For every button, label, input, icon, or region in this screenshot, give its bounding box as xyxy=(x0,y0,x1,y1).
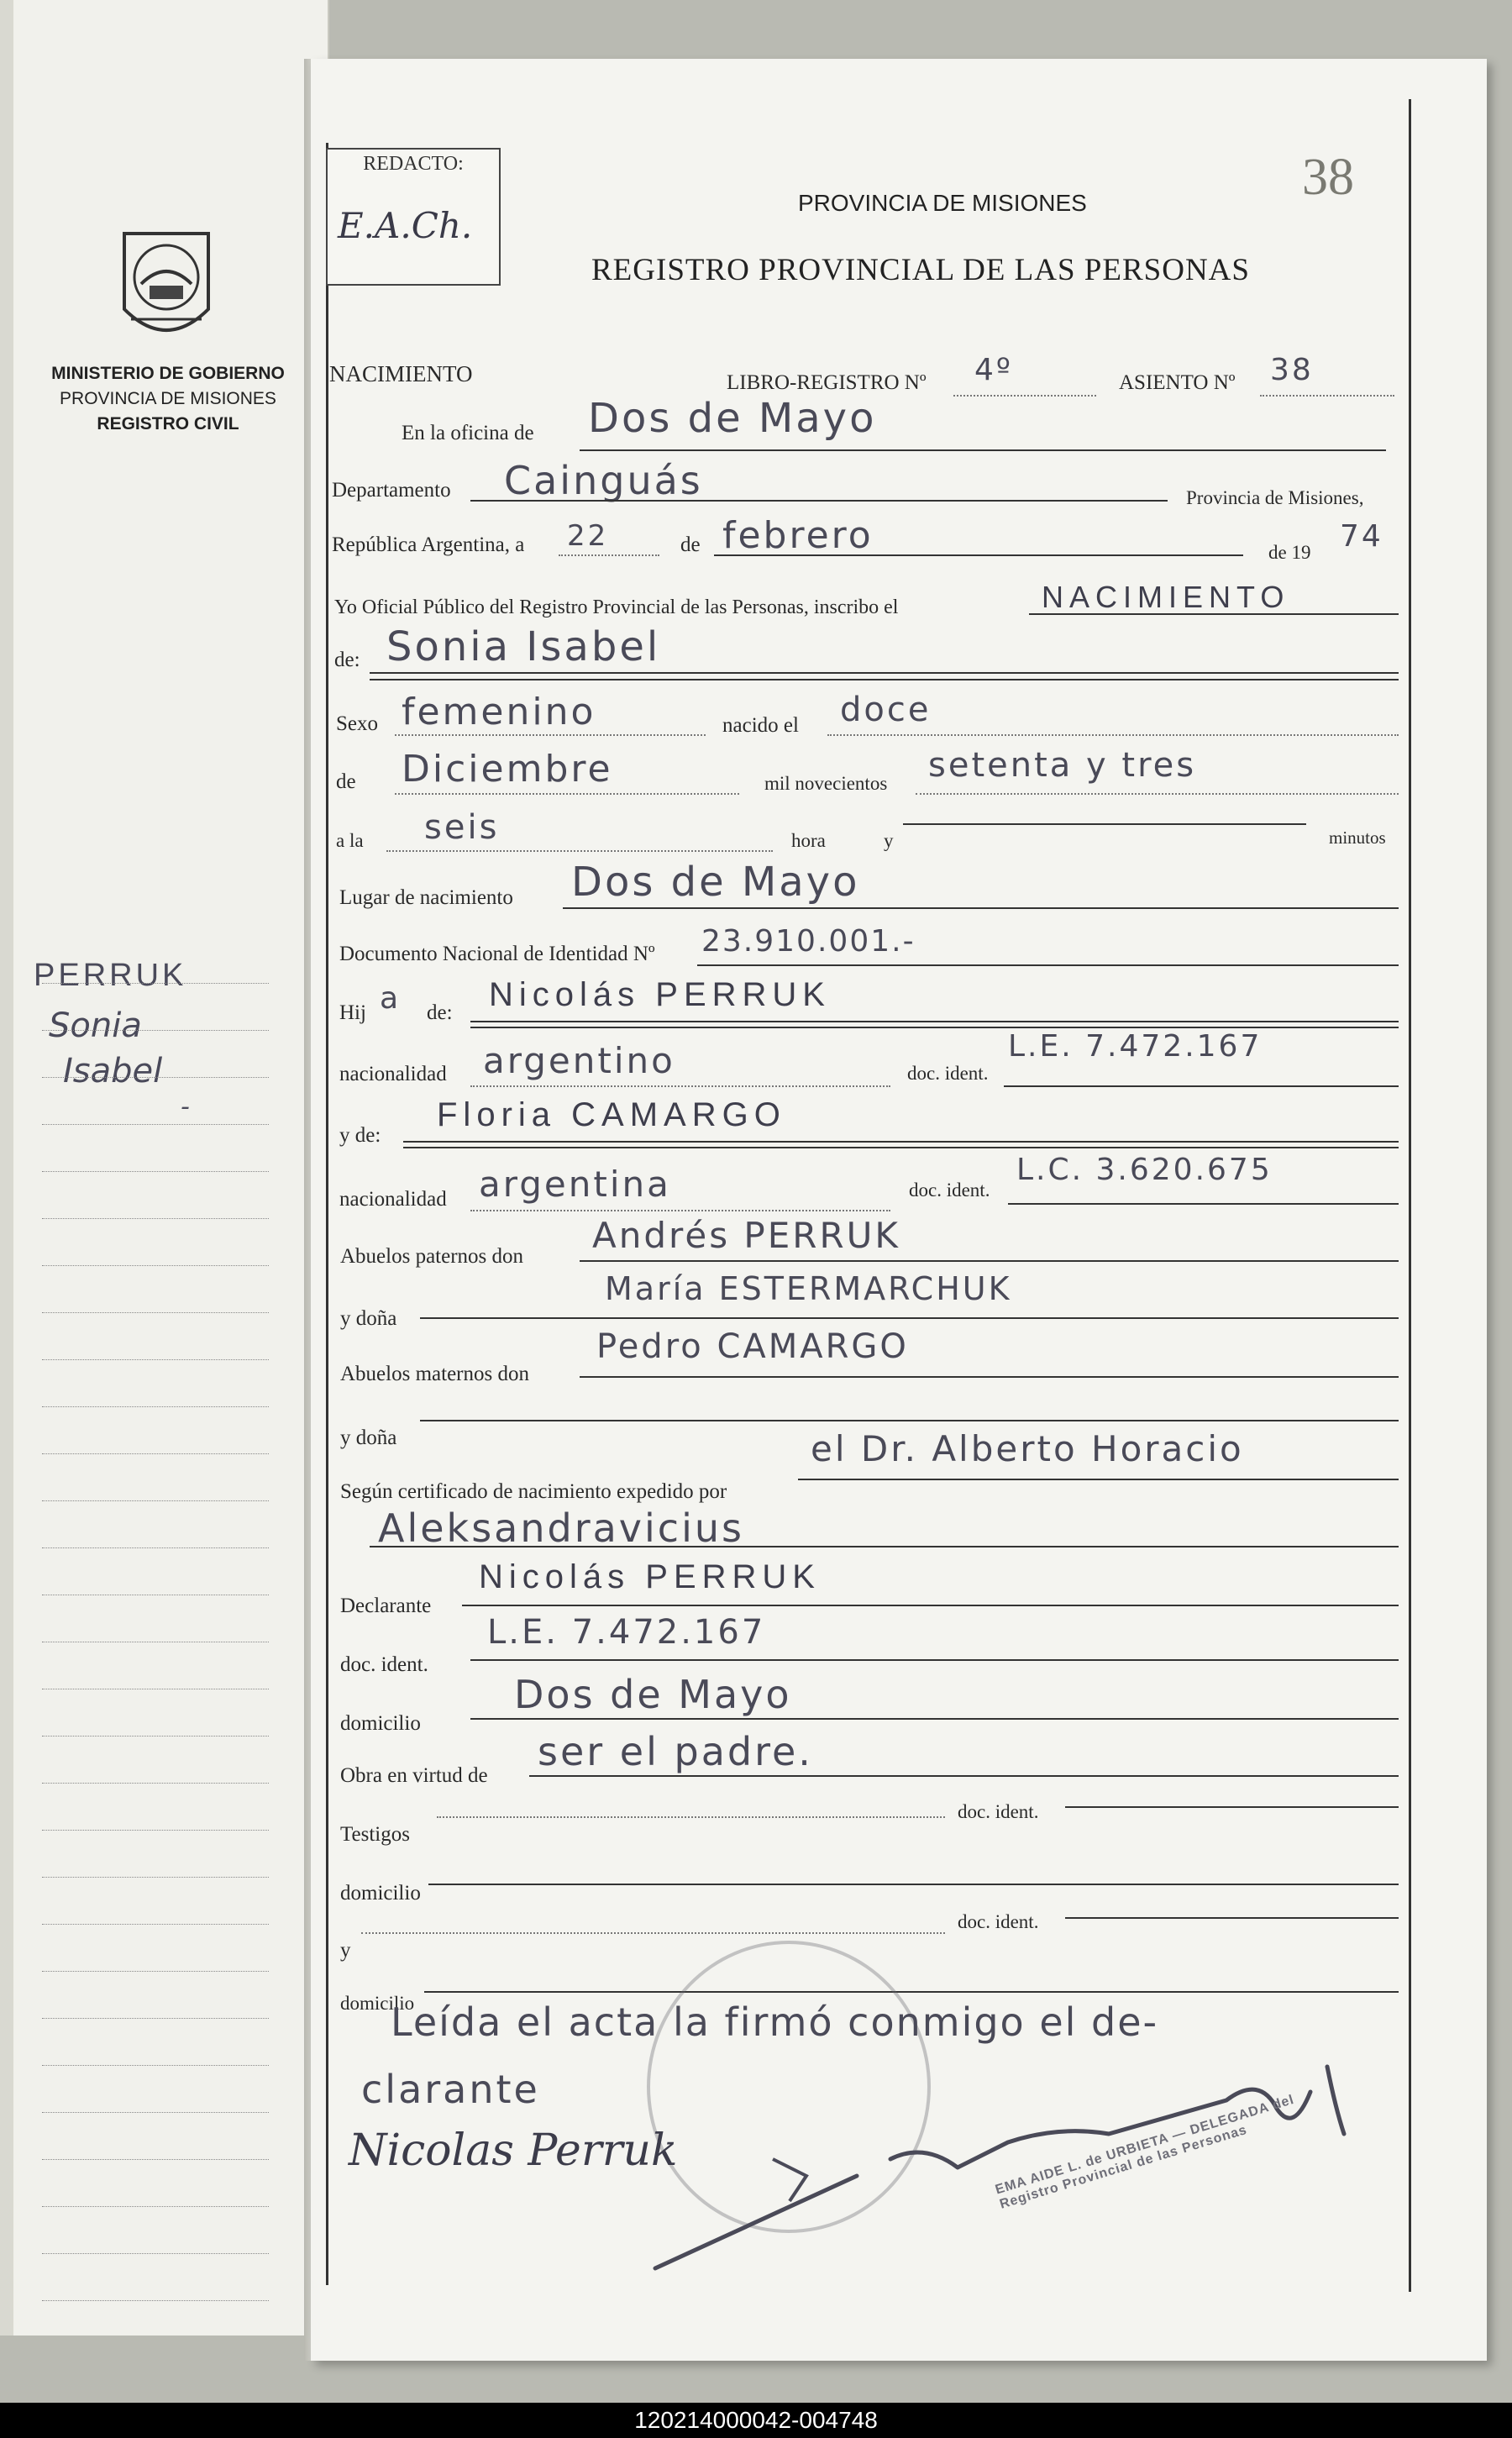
margin-ruled-line xyxy=(42,1924,269,1925)
padre-line xyxy=(470,1021,1399,1022)
doc4-line xyxy=(1065,1806,1399,1808)
margin-note-name1: Sonia xyxy=(49,1006,142,1045)
margin-ruled-line xyxy=(42,1830,269,1831)
abuelos-paternos-value: Andrés PERRUK xyxy=(592,1215,900,1256)
redacto-initials: E.A.Ch. xyxy=(338,205,473,246)
doc3-line xyxy=(470,1659,1399,1661)
doc2-line xyxy=(1008,1203,1399,1205)
margin-ruled-line xyxy=(42,1218,269,1219)
margin-ruled-line xyxy=(42,1406,269,1407)
doc-declarante-label: doc. ident. xyxy=(340,1653,428,1676)
hij-suffix: a xyxy=(380,981,402,1016)
ab-pat-line xyxy=(580,1260,1399,1262)
minutos-line xyxy=(903,823,1306,825)
abuelos-paternos-label: Abuelos paternos don xyxy=(340,1245,524,1268)
margin-ruled-line xyxy=(42,983,269,984)
ab-mat-dona-line xyxy=(420,1420,1399,1421)
y-de-label: y de: xyxy=(339,1124,381,1147)
asiento-value: 38 xyxy=(1270,353,1314,387)
segun-label: Según certificado de nacimiento expedido por xyxy=(340,1480,727,1503)
y-label: y xyxy=(884,830,894,851)
nacimiento-label: NACIMIENTO xyxy=(329,361,473,386)
provincia-label: Provincia de Misiones, xyxy=(1186,487,1364,508)
lugar-value: Dos de Mayo xyxy=(571,859,860,906)
document-id-footer: 120214000042-004748 xyxy=(0,2403,1512,2438)
month-value: febrero xyxy=(722,514,874,557)
segun-line-2 xyxy=(370,1546,1399,1547)
page-number: 38 xyxy=(1302,149,1354,206)
testigos-line xyxy=(437,1816,945,1818)
domicilio3-line xyxy=(424,1991,1399,1993)
nac1-line xyxy=(470,1085,890,1087)
oficina-line xyxy=(580,449,1386,451)
page-edge xyxy=(0,0,13,2336)
domicilio2-line xyxy=(428,1884,1399,1885)
margin-ruled-line xyxy=(42,1453,269,1454)
departamento-label: Departamento xyxy=(332,479,451,502)
margin-note-surname: PERRUK xyxy=(34,958,187,993)
margin-ruled-line xyxy=(42,2159,269,2160)
mil-novecientos-label: mil novecientos xyxy=(764,773,888,794)
margin-ruled-line xyxy=(42,1124,269,1125)
inscribo-value: NACIMIENTO xyxy=(1042,580,1290,614)
margin-ruled-line xyxy=(42,1359,269,1360)
hora-label: hora xyxy=(791,830,826,851)
y-testigo-label: y xyxy=(340,1939,351,1962)
domicilio-label: domicilio xyxy=(340,1712,421,1735)
dni-line xyxy=(697,964,1399,966)
hij-label: Hij xyxy=(339,1001,366,1024)
y-dona-2-label: y doña xyxy=(340,1427,397,1449)
page-frame-right xyxy=(1409,99,1411,2292)
nac2-line xyxy=(470,1210,890,1211)
margin-ruled-line xyxy=(42,2065,269,2066)
abuelos-maternos-value: Pedro CAMARGO xyxy=(596,1327,909,1366)
margin-ruled-line xyxy=(42,1171,269,1172)
day-line xyxy=(559,554,659,556)
departamento-line xyxy=(470,500,1168,502)
margin-note-dash: - xyxy=(181,1092,190,1122)
registry-title: REGISTRO PROVINCIAL DE LAS PERSONAS xyxy=(591,253,1250,287)
doc-madre-value: L.C. 3.620.675 xyxy=(1016,1153,1273,1187)
declarante-value: Nicolás PERRUK xyxy=(479,1558,821,1595)
margin-ruled-line xyxy=(42,1971,269,1972)
dni-label: Documento Nacional de Identidad Nº xyxy=(339,943,655,965)
left-page xyxy=(0,0,329,2336)
declarante-signature: Nicolas Perruk xyxy=(349,2125,678,2176)
anio-nac-line xyxy=(916,793,1399,795)
doc1-line xyxy=(1004,1085,1399,1087)
yo-oficial-label: Yo Oficial Público del Registro Provincial de las Personas, inscribo el xyxy=(334,596,899,618)
sexo-label: Sexo xyxy=(336,712,378,735)
abuelos-maternos-label: Abuelos maternos don xyxy=(340,1363,529,1385)
closing-line-1: Leída el acta la firmó conmigo el de- xyxy=(391,1999,1159,2045)
libro-label: LIBRO-REGISTRO Nº xyxy=(727,371,927,394)
margin-ruled-line xyxy=(42,1077,269,1078)
hora-line xyxy=(386,850,773,852)
segun-line xyxy=(798,1479,1399,1480)
ministry-line: MINISTERIO DE GOBIERNO xyxy=(51,364,285,383)
hij-de-label: de: xyxy=(427,1001,453,1024)
day-value: 22 xyxy=(567,519,609,553)
libro-value: 4º xyxy=(974,353,1013,387)
nacionalidad-madre-label: nacionalidad xyxy=(339,1188,447,1211)
de-label: de xyxy=(680,533,701,556)
asiento-label: ASIENTO Nº xyxy=(1119,371,1236,394)
declarante-line xyxy=(462,1605,1399,1606)
domicilio-value: Dos de Mayo xyxy=(514,1672,792,1717)
testigo2-line xyxy=(361,1932,945,1934)
dni-value: 23.910.001.- xyxy=(701,924,916,959)
margin-ruled-line xyxy=(42,2206,269,2207)
doc5-line xyxy=(1065,1917,1399,1919)
margin-ruled-line xyxy=(42,1783,269,1784)
nombre-value: Sonia Isabel xyxy=(386,623,661,670)
nacionalidad-padre-value: argentino xyxy=(483,1040,675,1081)
doc-padre-label: doc. ident. xyxy=(907,1063,989,1084)
lugar-line xyxy=(563,907,1399,909)
margin-note-name2: Isabel xyxy=(63,1052,163,1090)
month-line xyxy=(714,554,1243,556)
ab-mat-line xyxy=(580,1376,1399,1378)
margin-ruled-line xyxy=(42,2112,269,2113)
madre-line xyxy=(403,1141,1399,1143)
minutos-label: minutos xyxy=(1329,828,1386,848)
padre-value: Nicolás PERRUK xyxy=(489,976,831,1013)
dia-nac-value: doce xyxy=(840,691,932,729)
page-frame-left xyxy=(326,143,328,2285)
mes-nac-line xyxy=(395,793,739,795)
lugar-label: Lugar de nacimiento xyxy=(339,886,513,909)
departamento-value: Cainguás xyxy=(504,458,703,503)
testigos-label: Testigos xyxy=(340,1823,410,1846)
ministry-line: REGISTRO CIVIL xyxy=(97,414,239,433)
hora-value: seis xyxy=(424,808,500,847)
province-title: PROVINCIA DE MISIONES xyxy=(798,190,1087,216)
sexo-value: femenino xyxy=(402,691,596,733)
padre-line-2 xyxy=(470,1027,1399,1028)
mes-nac-value: Diciembre xyxy=(402,748,613,791)
domicilio-testigo2-label: domicilio xyxy=(340,1993,415,2014)
y-dona-label: y doña xyxy=(340,1307,397,1330)
margin-ruled-line xyxy=(42,2300,269,2301)
doc-testigo-label: doc. ident. xyxy=(958,1801,1039,1822)
libro-line xyxy=(953,395,1096,397)
province-seal-icon xyxy=(108,225,225,351)
anio-nac-value: setenta y tres xyxy=(928,746,1197,785)
margin-ruled-line xyxy=(42,1736,269,1737)
margin-ruled-line xyxy=(42,1877,269,1878)
a-la-label: a la xyxy=(336,830,364,851)
asiento-line xyxy=(1260,395,1394,397)
delegate-stamp: EMA AIDE L. de URBIETA — DELEGADA del Registro Provincial de las Personas xyxy=(993,2092,1296,2212)
declarante-label: Declarante xyxy=(340,1595,432,1617)
madre-line-2 xyxy=(403,1147,1399,1148)
margin-ruled-line xyxy=(42,1547,269,1548)
ab-pat-dona-line xyxy=(420,1317,1399,1319)
nacionalidad-padre-label: nacionalidad xyxy=(339,1063,447,1085)
segun-value: el Dr. Alberto Horacio xyxy=(811,1428,1244,1469)
margin-ruled-line xyxy=(42,1500,269,1501)
nacionalidad-madre-value: argentina xyxy=(479,1164,671,1205)
abuela-paterna-value: María ESTERMARCHUK xyxy=(605,1270,1012,1307)
domicilio-testigo-label: domicilio xyxy=(340,1882,421,1905)
republica-label: República Argentina, a xyxy=(332,533,525,556)
margin-ruled-line xyxy=(42,2253,269,2254)
closing-line-2: clarante xyxy=(361,2067,540,2112)
oficina-label: En la oficina de xyxy=(402,422,534,444)
nacido-label: nacido el xyxy=(722,714,799,737)
nombre-line xyxy=(370,672,1399,674)
de-year-label: de 19 xyxy=(1268,542,1311,563)
doc-declarante-value: L.E. 7.472.167 xyxy=(487,1613,766,1652)
oficina-value: Dos de Mayo xyxy=(588,395,877,442)
de-mes-label: de xyxy=(336,770,356,793)
redacto-label: REDACTO: xyxy=(363,153,464,175)
ministry-line: PROVINCIA DE MISIONES xyxy=(60,389,276,408)
year-value: 74 xyxy=(1340,519,1383,554)
obra-value: ser el padre. xyxy=(538,1729,813,1774)
segun-value-2: Aleksandravicius xyxy=(378,1505,744,1551)
de-colon-label: de: xyxy=(334,649,360,671)
doc-madre-label: doc. ident. xyxy=(909,1180,990,1201)
margin-ruled-line xyxy=(42,1312,269,1313)
obra-label: Obra en virtud de xyxy=(340,1764,488,1787)
domicilio-line xyxy=(470,1718,1399,1720)
obra-line xyxy=(529,1775,1399,1777)
doc-padre-value: L.E. 7.472.167 xyxy=(1008,1029,1263,1064)
margin-ruled-line xyxy=(42,2018,269,2019)
ministry-heading xyxy=(25,361,311,437)
sexo-line xyxy=(395,734,706,736)
doc-testigo2-label: doc. ident. xyxy=(958,1911,1039,1932)
inscribo-line xyxy=(1029,613,1399,615)
redacto-box xyxy=(326,148,501,286)
official-signature-icon xyxy=(638,2041,1378,2285)
margin-ruled-line xyxy=(42,1265,269,1266)
nombre-line-2 xyxy=(370,679,1399,680)
madre-value: Floria CAMARGO xyxy=(437,1096,786,1133)
margin-ruled-line xyxy=(42,1030,269,1031)
dia-nac-line xyxy=(827,734,1399,736)
